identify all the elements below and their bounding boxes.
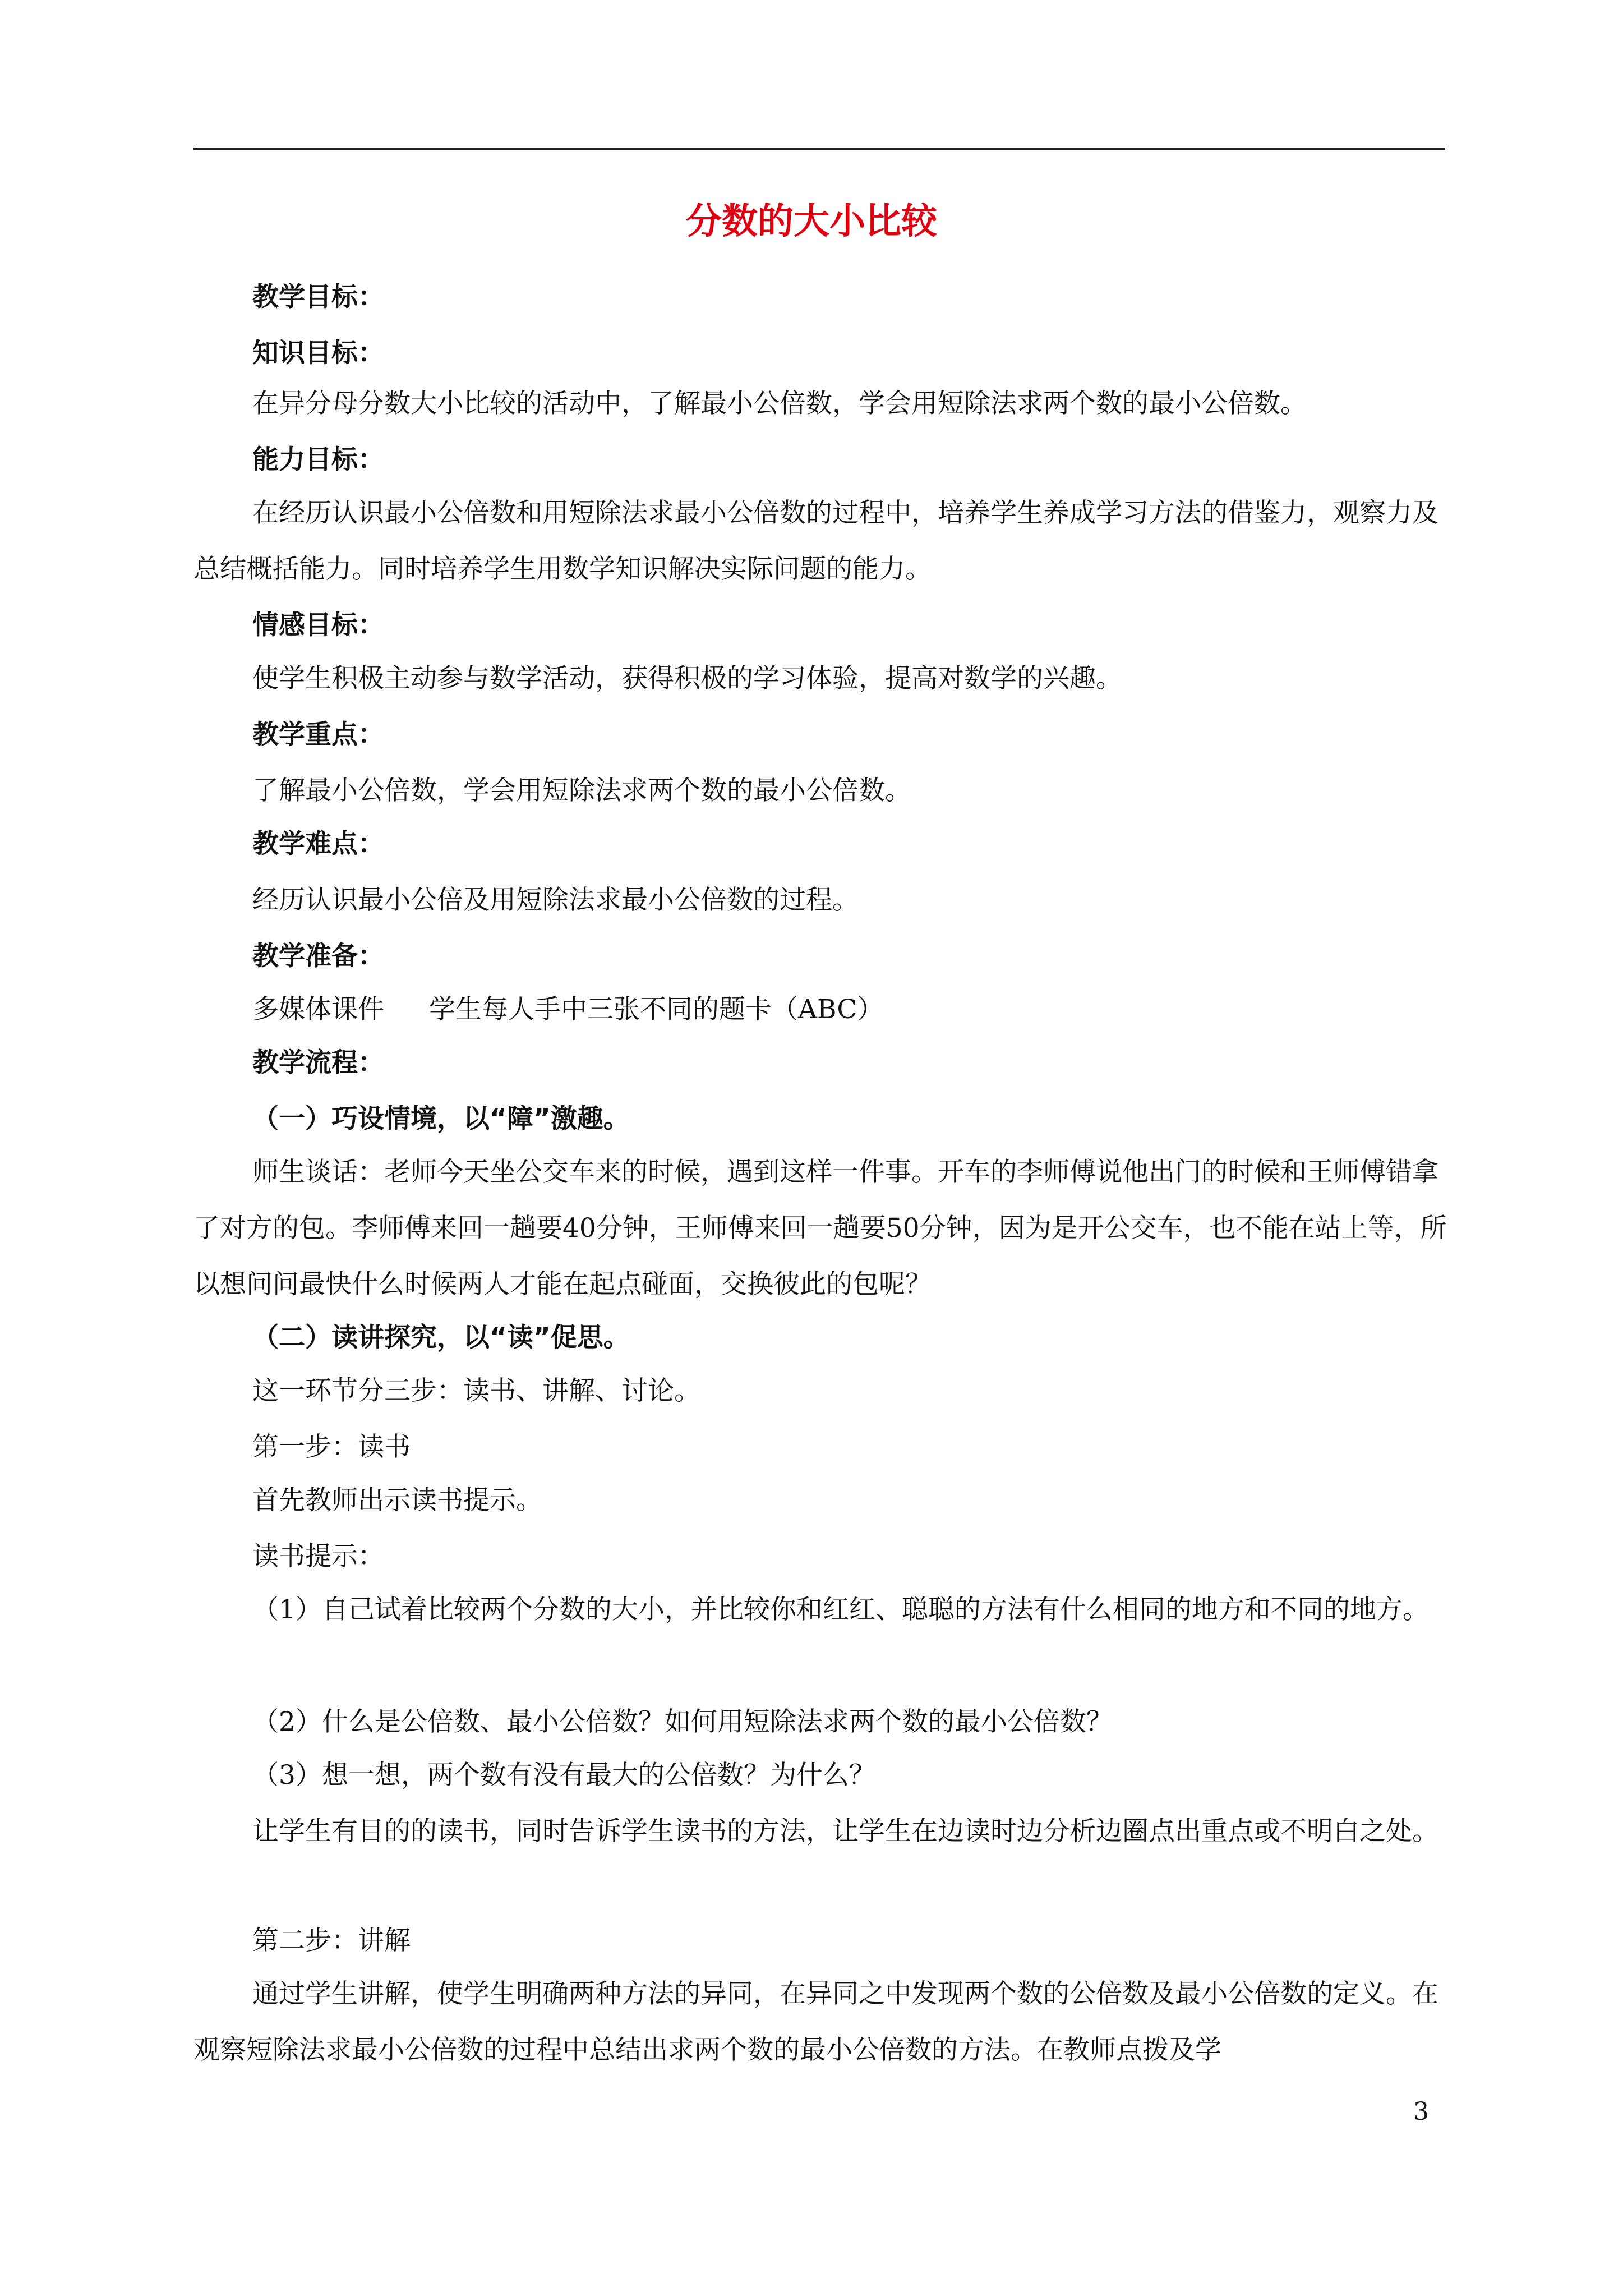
section-two-heading: （二）读讲探究，以“读”促思。 <box>252 1322 630 1353</box>
heading-emotion-goal: 情感目标： <box>252 610 384 641</box>
page-number: 3 <box>1413 2097 1429 2126</box>
reading-tip-1: （1）自己试着比较两个分数的大小，并比较你和红红、聪聪的方法有什么相同的地方和不同的地方。 <box>252 1594 1429 1625</box>
preparation-item-media: 多媒体课件 <box>252 994 384 1025</box>
steps-overview-text: 这一环节分三步：读书、讲解、讨论。 <box>252 1375 700 1406</box>
ability-goal-text: 在经历认识最小公倍数和用短除法求最小公倍数的过程中，培养学生养成学习方法的借鉴力，观察力及总结概括能力。同时培养学生用数学知识解决实际问题的能力。 <box>193 498 1438 585</box>
step-one-label: 第一步：读书 <box>252 1432 411 1462</box>
reading-tip-3: （3）想一想，两个数有没有最大的公倍数？为什么？ <box>252 1760 875 1791</box>
heading-difficulty: 教学难点： <box>252 829 384 859</box>
reading-tips-label: 读书提示： <box>252 1541 384 1572</box>
reading-tip-2: （2）什么是公倍数、最小公倍数？如何用短除法求两个数的最小公倍数？ <box>252 1706 1113 1737</box>
key-point-text: 了解最小公倍数，学会用短除法求两个数的最小公倍数。 <box>252 775 911 806</box>
document-title: 分数的大小比较 <box>686 201 937 242</box>
heading-teaching-goals: 教学目标： <box>252 282 384 312</box>
heading-knowledge-goal: 知识目标： <box>252 338 384 369</box>
step-one-description: 首先教师出示读书提示。 <box>252 1485 542 1516</box>
reading-purpose-text: 让学生有目的的读书，同时告诉学生读书的方法，让学生在边读时边分析边圈点出重点或不明白之处。 <box>252 1816 1438 1847</box>
header-rule <box>193 148 1445 150</box>
heading-teaching-flow: 教学流程： <box>252 1047 384 1078</box>
preparation-item-cards: 学生每人手中三张不同的题卡（ABC） <box>429 994 884 1025</box>
emotion-goal-text: 使学生积极主动参与数学活动，获得积极的学习体验，提高对数学的兴趣。 <box>252 663 1122 694</box>
explanation-text: 通过学生讲解，使学生明确两种方法的异同，在异同之中发现两个数的公倍数及最小公倍数的定义。在观察短除法求最小公倍数的过程中总结出求两个数的最小公倍数的方法。在教师点拨及学 <box>193 1978 1438 2065</box>
knowledge-goal-text: 在异分母分数大小比较的活动中，了解最小公倍数，学会用短除法求两个数的最小公倍数。 <box>252 388 1307 419</box>
step-two-label: 第二步：讲解 <box>252 1925 411 1956</box>
teacher-talk-text: 师生谈话：老师今天坐公交车来的时候，遇到这样一件事。开车的李师傅说他出门的时候和王师傅错拿了对方的包。李师傅来回一趟要40分钟，王师傅来回一趟要50分钟，因为是开公交车，也不能在站上等，所以想问问最快什么时候两人才能在起点碰面，交换彼此的包呢？ <box>193 1157 1447 1300</box>
heading-preparation: 教学准备： <box>252 941 384 972</box>
heading-ability-goal: 能力目标： <box>252 444 384 475</box>
preparation-text <box>252 982 1447 1038</box>
difficulty-text: 经历认识最小公倍及用短除法求最小公倍数的过程。 <box>252 885 859 915</box>
heading-key-point: 教学重点： <box>252 719 384 750</box>
section-one-heading: （一）巧设情境，以“障”激趣。 <box>252 1103 630 1134</box>
